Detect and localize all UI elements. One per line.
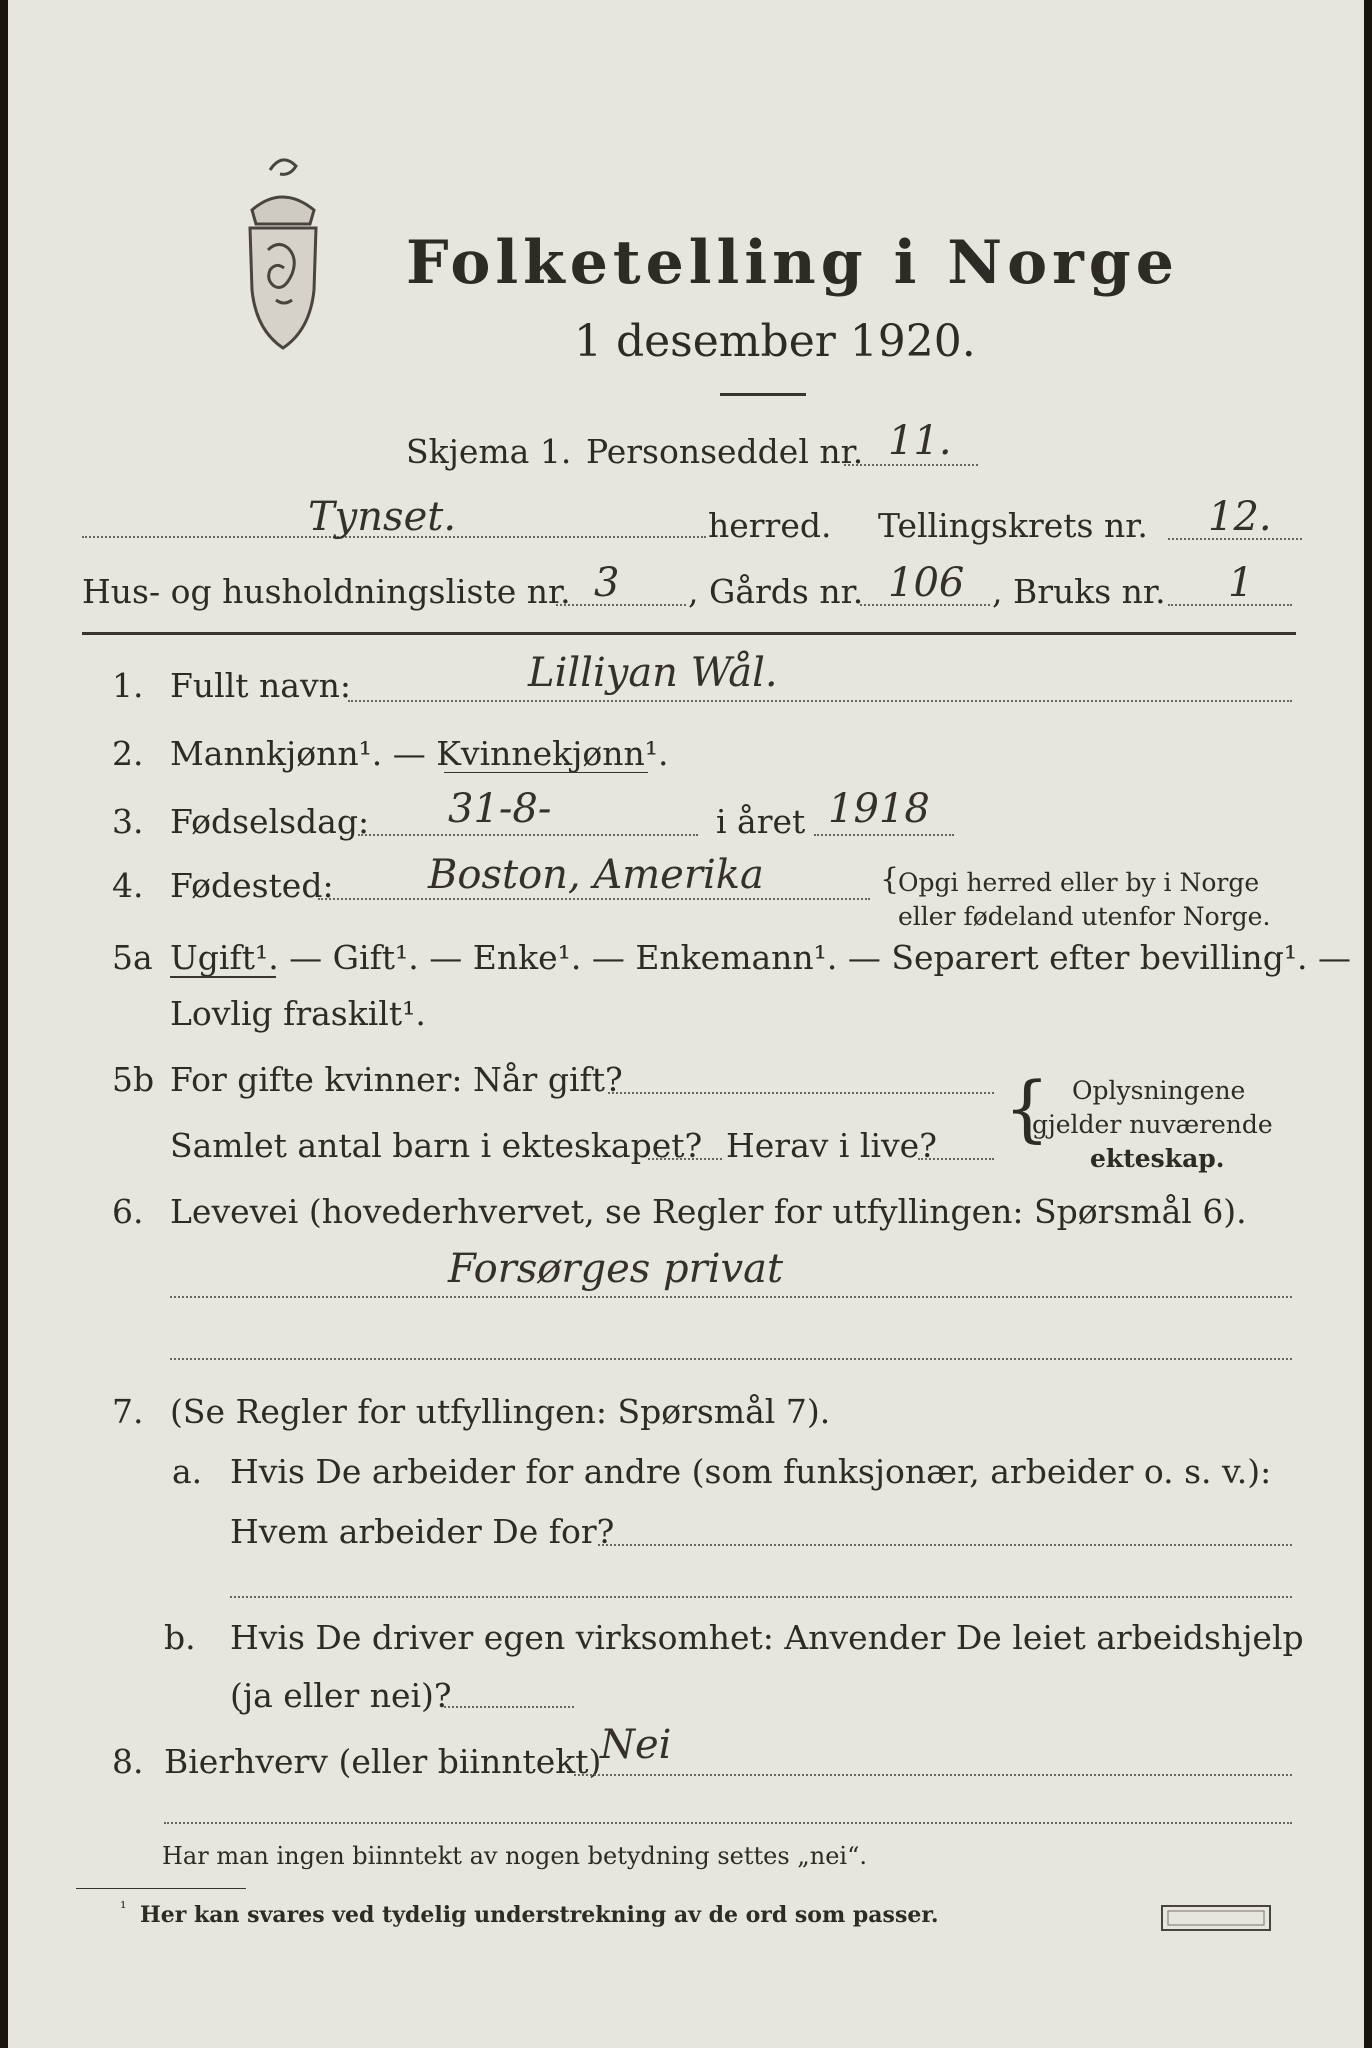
hus-value: 3: [594, 560, 620, 606]
coat-of-arms-icon: [240, 150, 326, 355]
gards-label: , Gårds nr.: [688, 572, 864, 611]
q7a-line: [598, 1544, 1292, 1546]
tellingskrets-label: Tellingskrets nr.: [878, 506, 1148, 545]
title-divider: [720, 393, 806, 396]
herred-label: herred.: [708, 506, 832, 545]
q4-number: 4.: [112, 866, 144, 905]
skjema-label: Skjema 1.: [406, 432, 572, 471]
q6-number: 6.: [112, 1192, 144, 1231]
q3-year-line: [814, 834, 954, 836]
q5b-number: 5b: [112, 1060, 155, 1099]
q6-line1: [170, 1296, 1292, 1298]
q6-line2: [170, 1358, 1292, 1360]
herred-value: Tynset.: [308, 494, 457, 540]
q6-label: Levevei (hovederhvervet, se Regler for utfyllingen: Spørsmål 6).: [170, 1192, 1247, 1231]
q8-line-extra: [164, 1822, 1292, 1824]
q5b-alive-label: Herav i live?: [726, 1126, 937, 1165]
q7a-letter: a.: [172, 1452, 203, 1491]
q6-value: Forsørges privat: [448, 1246, 784, 1292]
q2-label: Mannkjønn¹. — Kvinnekjønn¹.: [170, 734, 669, 773]
q5a-underline: [170, 976, 276, 978]
census-date: 1 desember 1920.: [574, 316, 976, 367]
q8-value: Nei: [600, 1722, 672, 1768]
q3-day-line: [358, 834, 698, 836]
q4-brace: {: [880, 862, 900, 897]
personseddel-label: Personseddel nr.: [586, 432, 864, 471]
q4-value: Boston, Amerika: [428, 852, 764, 898]
q5b-note2: gjelder nuværende: [1032, 1110, 1273, 1139]
tellingskrets-value: 12.: [1208, 494, 1272, 540]
header-rule: [82, 632, 1296, 635]
q3-label: Fødselsdag:: [170, 802, 370, 841]
q1-number: 1.: [112, 666, 144, 705]
q7b-line2: (ja eller nei)?: [230, 1676, 452, 1715]
q4-line: [318, 898, 870, 900]
q7-number: 7.: [112, 1392, 144, 1431]
personseddel-value: 11.: [888, 418, 952, 464]
q7a-line1: Hvis De arbeider for andre (som funksjonær, arbeider o. s. v.):: [230, 1452, 1272, 1491]
footnote-text: Her kan svares ved tydelig understrekning av de ord som passer.: [140, 1902, 939, 1928]
census-form-page: [8, 0, 1364, 2048]
q8-label: Bierhverv (eller biinntekt): [164, 1742, 602, 1781]
bruks-label: , Bruks nr.: [992, 572, 1166, 611]
q7b-letter: b.: [164, 1618, 196, 1657]
personseddel-line: [844, 464, 978, 466]
q8-number: 8.: [112, 1742, 144, 1781]
q5a-number: 5a: [112, 938, 153, 977]
q3-value: 31-8-: [448, 786, 552, 832]
q5b-note3: ekteskap.: [1090, 1144, 1225, 1173]
gards-value: 106: [888, 560, 965, 606]
q7b-line: [444, 1706, 574, 1708]
printer-stamp-icon: [1160, 1904, 1272, 1932]
q1-value: Lilliyan Wål.: [528, 650, 778, 696]
footnote-mark: ¹: [120, 1898, 127, 1917]
q5a-line1: Ugift¹. — Gift¹. — Enke¹. — Enkemann¹. — Separert efter bevilling¹. —: [170, 938, 1352, 977]
footnote-rule: [76, 1888, 246, 1889]
form-title: Folketelling i Norge: [406, 228, 1179, 298]
hus-label: Hus- og husholdningsliste nr.: [82, 572, 571, 611]
q1-label: Fullt navn:: [170, 666, 351, 705]
q5b-married-line: [608, 1092, 994, 1094]
q5b-children-label: Samlet antal barn i ekteskapet?: [170, 1126, 703, 1165]
q4-note-line1: Opgi herred eller by i Norge: [898, 868, 1260, 897]
q5b-alive-line: [918, 1158, 994, 1160]
q3-year-value: 1918: [828, 786, 930, 832]
q5b-note1: Oplysningene: [1072, 1076, 1246, 1105]
hus-line: [556, 604, 686, 606]
q8-line: [574, 1774, 1292, 1776]
q7a-line-extra: [230, 1596, 1292, 1598]
q4-note-line2: eller fødeland utenfor Norge.: [898, 902, 1271, 931]
q3-number: 3.: [112, 802, 144, 841]
bruks-value: 1: [1228, 560, 1254, 606]
footer-note: Har man ingen biinntekt av nogen betydning settes „nei“.: [162, 1842, 867, 1870]
q5a-line2: Lovlig fraskilt¹.: [170, 994, 426, 1033]
q7-label: (Se Regler for utfyllingen: Spørsmål 7).: [170, 1392, 831, 1431]
q5b-children-line: [648, 1158, 722, 1160]
q4-label: Fødested:: [170, 866, 334, 905]
q5b-brace: {: [1004, 1066, 1050, 1150]
q7b-line1: Hvis De driver egen virksomhet: Anvender De leiet arbeidshjelp: [230, 1618, 1304, 1657]
q5b-line1: For gifte kvinner: Når gift?: [170, 1060, 623, 1099]
q7a-line2: Hvem arbeider De for?: [230, 1512, 615, 1551]
q2-underline: [444, 772, 648, 773]
q3-year-label: i året: [716, 802, 806, 841]
q1-line: [348, 700, 1292, 702]
q2-number: 2.: [112, 734, 144, 773]
